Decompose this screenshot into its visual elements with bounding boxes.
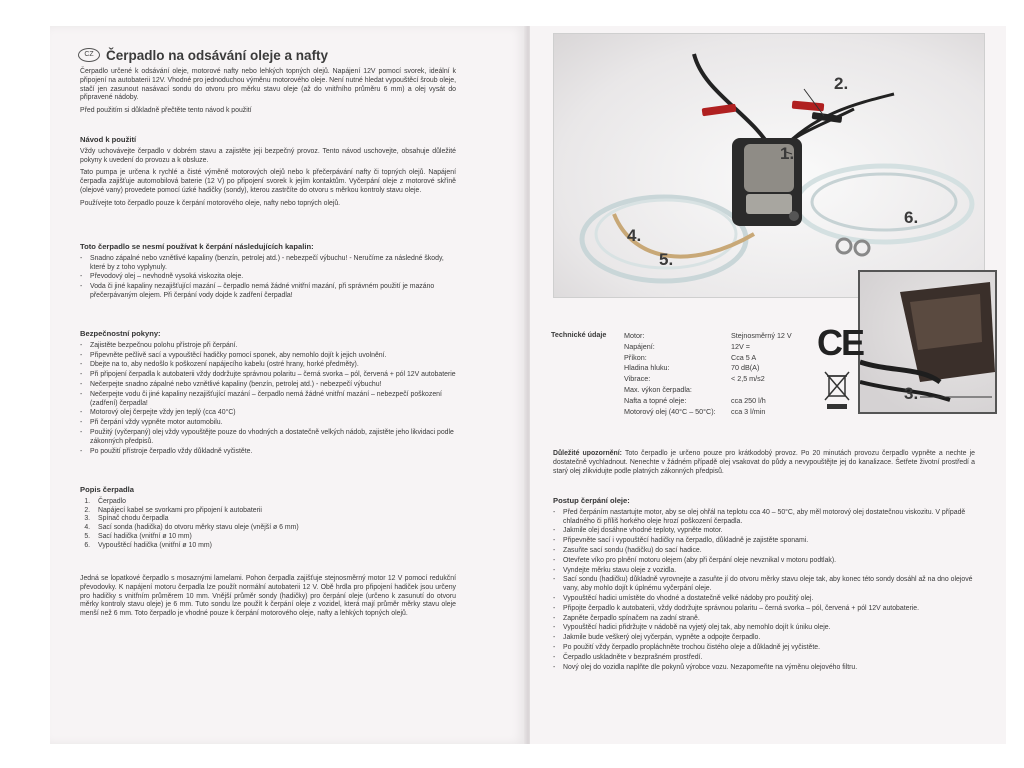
- list-item: - Voda či jiné kapaliny nezajišťující mazání – čerpadlo nemá žádné vnitřní mazání, při správném použití je mazáno přečerpávaným olejem. Při čerpání vody dojde k zadření čerpadla!: [80, 283, 456, 301]
- bezpecnost-heading: Bezpečnostní pokyny:: [80, 329, 161, 338]
- navod-paragraph: Používejte toto čerpadlo pouze k čerpání motorového oleje, nafty nebo topných olejů.: [80, 199, 341, 207]
- procedure-section: [553, 497, 975, 673]
- list-item: - Čerpadlo uskladněte v bezprašném prostředí.: [553, 654, 975, 663]
- tech-key: Napájení:: [624, 341, 655, 351]
- list-item: - Po použití přístroje čerpadlo vždy důkladně vyčistěte.: [80, 448, 456, 457]
- switch-detail-photo: [858, 270, 997, 414]
- list-item: - Zapněte čerpadlo spínačem na zadní straně.: [553, 615, 975, 624]
- tech-keys: [624, 331, 734, 417]
- list-item: - Po použití vždy čerpadlo propláchněte trochou čistého oleje a důkladně jej vyčistěte.: [553, 644, 975, 653]
- pump-rear-panel: [910, 294, 982, 350]
- tech-value: < 2,5 m/s2: [731, 374, 765, 384]
- red-clamp: [702, 104, 737, 117]
- navod-paragraph: Vždy uchovávejte čerpadlo v dobrém stavu a zajistěte jeji bezpečný provoz. Tento návod uschovejte, obsahuje důležité pokyny k uvedení do provozu a k obsluze.: [80, 147, 456, 164]
- list-item: - Připevněte pečlivě sací a vypouštěcí hadičky pomocí sponek, aby nemohlo dojít k jejich uvolnění.: [80, 352, 456, 361]
- tech-key: Hladina hluku:: [624, 363, 670, 373]
- warning-heading: Důležité upozornění:: [553, 450, 622, 457]
- language-badge: CZ: [78, 48, 100, 62]
- tech-value: [731, 385, 811, 396]
- pump-panel: [746, 194, 792, 214]
- list-item: - Použitý (vyčerpaný) olej vždy vypouštějte pouze do vhodných a dostatečně velkých nádob, zajistěte jeho likvidaci podle zákonných předpisů.: [80, 429, 456, 447]
- list-item: 6. Vypouštěcí hadička (vnitřní ø 10 mm): [92, 542, 456, 551]
- outro-section: [80, 575, 456, 623]
- callout-label: 5.: [659, 250, 674, 269]
- list-item: - Při čerpání vždy vypněte motor automobilu.: [80, 419, 456, 428]
- list-item: - Před čerpáním nastartujte motor, aby se olej ohřál na teplotu cca 40 – 50°C, aby měl motorový olej dostatečnou viskozitu. V případě chladného či příliš horkého oleje hrozí poškození čerpadla.: [553, 509, 975, 527]
- callout-label: 6.: [904, 208, 919, 227]
- list-item: - Jakmile olej dosáhne vhodné teploty, vypněte motor.: [553, 527, 975, 536]
- list-item: 2. Napájecí kabel se svorkami pro připojení k autobaterii: [92, 507, 456, 516]
- list-item: 1. Čerpadlo: [92, 498, 456, 507]
- warning-section: [553, 450, 975, 480]
- list-item: - Vypouštěcí hadici přidržujte v nádobě na vyjetý olej tak, aby nemohlo dojít k úniku oleje.: [553, 624, 975, 633]
- list-item: - Dbejte na to, aby nedošlo k poškození napájecího kabelu (ostré hrany, horké předměty).: [80, 361, 456, 370]
- product-photo: [553, 33, 985, 298]
- tech-data-label: Technické údaje: [551, 330, 607, 339]
- outro-text: Jedná se lopatkové čerpadlo s mosaznými lamelami. Pohon čerpadla zajišťuje stejnosměrný motor 12 V pomocí redukční převodovky. K napájení motoru čerpadla lze použít normální autobaterii 12 V. Obě hrdla pro připojení hadiček jsou určeny pro hadičky s vnitřním průměrem 10 mm. Vnější průměr sondy (hadičky) pro čerpání oleje (určeno k zasunutí do otvoru měrky kontroly stavu oleje) je 6 mm. Tuto sondu lze použít k čerpání oleje z vozidel, která mají průměr měrky stavu oleje menší než 6 mm. Toto čerpadlo je vhodné pouze k čerpání motorového oleje, nafty a lehkých topných olejů.: [80, 575, 456, 618]
- tech-key: Příkon:: [624, 352, 647, 362]
- tech-values: [731, 331, 811, 417]
- intro-section: [80, 68, 456, 120]
- popis-section: [80, 486, 456, 551]
- callout-label: 3.: [904, 384, 919, 403]
- tech-value: Cca 5 A: [731, 352, 757, 362]
- switch-icon: [789, 211, 799, 221]
- list-item: - Zajistěte bezpečnou polohu přístroje při čerpání.: [80, 342, 456, 351]
- tech-key: Vibrace:: [624, 374, 651, 384]
- intro-note: Před použitím si důkladně přečtěte tento návod k použití: [80, 107, 252, 115]
- list-item: - Jakmile bude veškerý olej vyčerpán, vypněte a odpojte čerpadlo.: [553, 634, 975, 643]
- tech-value: 12V =: [731, 341, 750, 351]
- page-title: Čerpadlo na odsávání oleje a nafty: [106, 47, 329, 63]
- navod-section: [80, 136, 456, 213]
- tech-key: Motorový olej (40°C – 50°C):: [624, 406, 716, 416]
- list-item: - Sací sondu (hadičku) důkladně vyrovnejte a zasuňte jí do otvoru měrky stavu oleje tak, aby konec této sondy dosáhl až na dno olejové vany, aby mohlo dojít k úplnému vyčerpání oleje.: [553, 576, 975, 594]
- tech-key: Max. výkon čerpadla:: [624, 384, 692, 394]
- bezpecnost-section: [80, 330, 456, 457]
- list-item: - Otevřete víko pro plnění motoru olejem (aby při čerpání oleje nevznikal v motoru podtlak).: [553, 557, 975, 566]
- list-item: - Nečerpejte snadno zápalné nebo vznětlivé kapaliny (benzín, petrolej atd.) - nebezpečí výbuchu!: [80, 381, 456, 390]
- navod-heading: Návod k použití: [80, 135, 137, 144]
- tech-value: Stejnosměrný 12 V: [731, 331, 792, 340]
- list-item: 3. Spínač chodu čerpadla: [92, 515, 456, 524]
- list-item: 5. Sací hadička (vnitřní ø 10 mm): [92, 533, 456, 542]
- switch-illustration: [860, 272, 995, 412]
- procedure-heading: Postup čerpání oleje:: [553, 496, 630, 505]
- ce-mark: CE: [817, 322, 864, 363]
- list-item: - Snadno zápalné nebo vznětlivé kapaliny (benzín, petrolej atd.) - nebezpečí výbuchu! - Neručíme za následné škody, které by z toho vyplynuly.: [80, 255, 456, 273]
- list-item: - Připojte čerpadlo k autobaterii, vždy dodržujte správnou polaritu – černá svorka – pól, červená + pól 12V autobaterie.: [553, 605, 975, 614]
- title-row: [78, 46, 328, 64]
- intro-text: Čerpadlo určené k odsávání oleje, motorové nafty nebo lehkých topných olejů. Napájení 12V pomocí svorek, ideální k připojení na autobaterii 12V. Vhodné pro jednoduchou výměnu motorového oleje. Není nutné hledat vypouštěcí šroub oleje, stačí jen zasunout nasávací sondu do otvoru pro měrku stavu oleje (až do vnitřního průměru 6 mm) a olej vysát do připravené nádoby.: [80, 68, 456, 102]
- tech-key: Nafta a topné oleje:: [624, 395, 687, 405]
- list-item: - Vypouštěcí hadici umístěte do vhodné a dostatečně velké nádoby pro použitý olej.: [553, 595, 975, 604]
- callout-label: 1.: [780, 144, 795, 163]
- list-item: - Připevněte sací i vypouštěcí hadičky na čerpadlo, důkladně je zajistěte sponami.: [553, 537, 975, 546]
- navod-paragraph: Tato pumpa je určena k rychlé a čisté výměně motorových olejů nebo k přečerpávání nafty či topných olejů. Napájení čerpadla zajišťuje automobilová baterie (12 V) po připojení svorek k jejím kontaktům. Vyčerpání oleje z motorové skříně (olejové vany) provedete pomocí úzké hadičky (sondy), kterou zastrčíte do otvoru s měrkou kontroly stavu oleje.: [80, 169, 456, 194]
- tube-coil: [812, 174, 956, 230]
- warning-text: Toto čerpadlo je určeno pouze pro krátkodobý provoz. Po 20 minutách provozu čerpadlo vypněte a nechte je dostatečně vychladnout. Nenechte v žádném případě olej vsakovat do půdy a nevypouštějte jej do kanalizace. Šetřete životní prostředí a starý olej zlikvidujte podle platných zákonných předpisů.: [553, 450, 976, 475]
- list-item: - Motorový olej čerpejte vždy jen teplý (cca 40°C): [80, 409, 456, 418]
- weee-bin-icon: [823, 370, 851, 415]
- list-item: - Nový olej do vozidla naplňte dle pokynů výrobce vozu. Nezapomeňte na výměnu olejového filtru.: [553, 664, 975, 673]
- tech-value: 70 dB(A): [731, 363, 760, 373]
- tech-value: cca 250 l/h: [731, 395, 766, 405]
- tech-value: cca 3 l/min: [731, 406, 766, 416]
- popis-heading: Popis čerpadla: [80, 485, 135, 494]
- list-item: - Nečerpejte vodu či jiné kapaliny nezajišťující mazání – čerpadlo nemá žádné vnitřní mazání – nebezpečí poškození (zadření) čerpadla!: [80, 391, 456, 409]
- list-item: - Převodový olej – nevhodně vysoká viskozita oleje.: [80, 273, 456, 282]
- nesmi-section: [80, 243, 456, 302]
- list-item: 4. Sací sonda (hadička) do otvoru měrky stavu oleje (vnější ø 6 mm): [92, 524, 456, 533]
- callout-label: 4.: [627, 226, 642, 245]
- nesmi-heading: Toto čerpadlo se nesmí používat k čerpání následujících kapalin:: [80, 242, 314, 251]
- callout-label: 2.: [834, 74, 849, 93]
- list-item: - Zasuňte sací sondu (hadičku) do sací hadice.: [553, 547, 975, 556]
- pump-illustration: [554, 34, 984, 297]
- list-item: - Vyndejte měrku stavu oleje z vozidla.: [553, 567, 975, 576]
- tech-key: Motor:: [624, 331, 645, 340]
- hose-clip: [837, 239, 851, 253]
- list-item: - Při připojení čerpadla k autobaterii vždy dodržujte správnou polaritu – černá svorka – pól, červená + pól 12V autobaterie: [80, 371, 456, 380]
